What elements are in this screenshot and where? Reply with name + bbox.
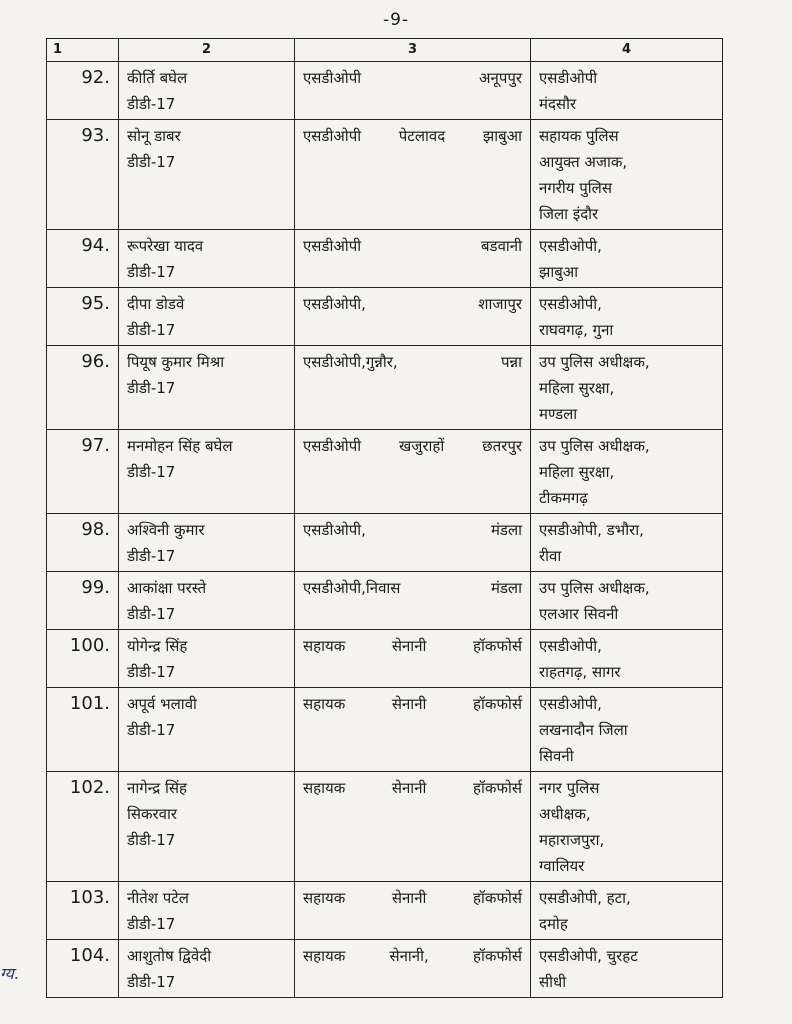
officer-batch: डीडी-17: [127, 153, 176, 171]
new-posting-line: एलआर सिवनी: [539, 605, 619, 623]
table-row: [47, 688, 723, 772]
new-posting-line: नगर पुलिस: [539, 779, 600, 797]
new-posting-line: सहायक पुलिस: [539, 127, 619, 145]
table-row: [47, 514, 723, 572]
officer-name-cell: [119, 120, 295, 230]
officer-name: नागेन्द्र सिंह: [127, 779, 188, 797]
officer-name: नीतेश पटेल: [127, 889, 189, 907]
officer-name-cell: [119, 688, 295, 772]
new-posting-line: रीवा: [539, 547, 562, 565]
handwritten-initials: ग्य.: [0, 964, 19, 983]
serial-number: 94.: [47, 230, 119, 288]
serial-number: 99.: [47, 572, 119, 630]
table-row: [47, 430, 723, 514]
table-row: [47, 288, 723, 346]
new-posting-line: एसडीओपी, डभौरा,: [539, 521, 644, 539]
column-header-1: 1: [47, 39, 119, 62]
officer-name: अपूर्व भलावी: [127, 695, 197, 713]
current-posting: एसडीओपी खजुराहों छतरपुर: [295, 430, 531, 514]
new-posting-line: जिला इंदौर: [539, 205, 599, 223]
current-posting: सहायक सेनानी, हॉकफोर्स: [295, 940, 531, 998]
officer-batch: डीडी-17: [127, 973, 176, 991]
new-posting-line: एसडीओपी, हटा,: [539, 889, 631, 907]
new-posting-cell: [531, 288, 723, 346]
new-posting-line: उप पुलिस अधीक्षक,: [539, 437, 650, 455]
new-posting-line: एसडीओपी: [539, 69, 598, 87]
new-posting-cell: [531, 572, 723, 630]
new-posting-line: एसडीओपी,: [539, 695, 602, 713]
new-posting-cell: [531, 630, 723, 688]
new-posting-line: नगरीय पुलिस: [539, 179, 612, 197]
column-header-2: 2: [119, 39, 295, 62]
officer-name: दीपा डोडवे: [127, 295, 185, 313]
serial-number: 98.: [47, 514, 119, 572]
officer-batch: डीडी-17: [127, 95, 176, 113]
new-posting-line: उप पुलिस अधीक्षक,: [539, 579, 650, 597]
serial-number: 100.: [47, 630, 119, 688]
current-posting: सहायक सेनानी हॉकफोर्स: [295, 688, 531, 772]
current-posting: एसडीओपी,गुन्नौर, पन्ना: [295, 346, 531, 430]
table-row: [47, 772, 723, 882]
new-posting-cell: [531, 430, 723, 514]
officer-batch: डीडी-17: [127, 321, 176, 339]
current-posting: सहायक सेनानी हॉकफोर्स: [295, 882, 531, 940]
officer-batch: डीडी-17: [127, 663, 176, 681]
officer-batch: डीडी-17: [127, 915, 176, 933]
transfer-table: [46, 38, 723, 998]
new-posting-cell: [531, 882, 723, 940]
officer-batch: डीडी-17: [127, 263, 176, 281]
current-posting: एसडीओपी पेटलावद झाबुआ: [295, 120, 531, 230]
new-posting-line: सीधी: [539, 973, 567, 991]
officer-batch: डीडी-17: [127, 463, 176, 481]
officer-name-cell: [119, 514, 295, 572]
current-posting: एसडीओपी बडवानी: [295, 230, 531, 288]
new-posting-line: झाबुआ: [539, 263, 579, 281]
officer-name-cell: [119, 346, 295, 430]
officer-name: योगेन्द्र सिंह: [127, 637, 188, 655]
new-posting-cell: [531, 230, 723, 288]
officer-batch: डीडी-17: [127, 721, 176, 739]
serial-number: 93.: [47, 120, 119, 230]
header-row: [47, 39, 723, 62]
table-row: [47, 940, 723, 998]
column-header-3: 3: [295, 39, 531, 62]
new-posting-cell: [531, 346, 723, 430]
new-posting-line: एसडीओपी, चुरहट: [539, 947, 638, 965]
serial-number: 95.: [47, 288, 119, 346]
new-posting-line: राहतगढ़, सागर: [539, 663, 621, 681]
current-posting: एसडीओपी अनूपपुर: [295, 62, 531, 120]
officer-name-cell: [119, 882, 295, 940]
table-row: [47, 230, 723, 288]
serial-number: 97.: [47, 430, 119, 514]
current-posting: सहायक सेनानी हॉकफोर्स: [295, 772, 531, 882]
new-posting-line: उप पुलिस अधीक्षक,: [539, 353, 650, 371]
current-posting: एसडीओपी, शाजापुर: [295, 288, 531, 346]
officer-name-cell: [119, 772, 295, 882]
officer-name-cell: [119, 430, 295, 514]
officer-name-cell: [119, 62, 295, 120]
table-row: [47, 62, 723, 120]
new-posting-line: मण्डला: [539, 405, 578, 423]
serial-number: 92.: [47, 62, 119, 120]
new-posting-line: एसडीओपी,: [539, 637, 602, 655]
new-posting-line: महिला सुरक्षा,: [539, 463, 615, 481]
current-posting: सहायक सेनानी हॉकफोर्स: [295, 630, 531, 688]
new-posting-line: ग्वालियर: [539, 857, 585, 875]
table-row: [47, 572, 723, 630]
table-row: [47, 630, 723, 688]
officer-batch: डीडी-17: [127, 547, 176, 565]
officer-name-cell: [119, 572, 295, 630]
new-posting-line: अधीक्षक,: [539, 805, 591, 823]
officer-name-cell: [119, 630, 295, 688]
new-posting-line: टीकमगढ़: [539, 489, 588, 507]
table-row: [47, 120, 723, 230]
officer-name: कीर्ति बघेल: [127, 69, 188, 87]
new-posting-cell: [531, 514, 723, 572]
new-posting-line: आयुक्त अजाक,: [539, 153, 628, 171]
officer-name: मनमोहन सिंह बघेल: [127, 437, 233, 455]
table-row: [47, 346, 723, 430]
column-header-4: 4: [531, 39, 723, 62]
new-posting-cell: [531, 62, 723, 120]
new-posting-line: दमोह: [539, 915, 568, 933]
officer-name: सोनू डाबर: [127, 127, 181, 145]
new-posting-cell: [531, 772, 723, 882]
new-posting-line: लखनादौन जिला: [539, 721, 628, 739]
new-posting-line: मंदसौर: [539, 95, 577, 113]
new-posting-line: महिला सुरक्षा,: [539, 379, 615, 397]
officer-batch: डीडी-17: [127, 379, 176, 397]
current-posting: एसडीओपी, मंडला: [295, 514, 531, 572]
serial-number: 102.: [47, 772, 119, 882]
current-posting: एसडीओपी,निवास मंडला: [295, 572, 531, 630]
page-number: -9-: [382, 10, 410, 30]
new-posting-cell: [531, 120, 723, 230]
officer-name: अश्विनी कुमार: [127, 521, 205, 539]
serial-number: 101.: [47, 688, 119, 772]
new-posting-line: सिवनी: [539, 747, 574, 765]
new-posting-line: एसडीओपी,: [539, 237, 602, 255]
officer-name-cell: [119, 230, 295, 288]
officer-batch: डीडी-17: [127, 831, 176, 849]
new-posting-line: एसडीओपी,: [539, 295, 602, 313]
officer-name: रूपरेखा यादव: [127, 237, 204, 255]
officer-batch: डीडी-17: [127, 605, 176, 623]
new-posting-cell: [531, 940, 723, 998]
serial-number: 96.: [47, 346, 119, 430]
serial-number: 104.: [47, 940, 119, 998]
officer-name: पियूष कुमार मिश्रा: [127, 353, 225, 371]
new-posting-line: राघवगढ़, गुना: [539, 321, 614, 339]
officer-name: सिकरवार: [127, 805, 178, 823]
table-row: [47, 882, 723, 940]
officer-name: आकांक्षा परस्ते: [127, 579, 207, 597]
officer-name-cell: [119, 288, 295, 346]
officer-name-cell: [119, 940, 295, 998]
serial-number: 103.: [47, 882, 119, 940]
new-posting-cell: [531, 688, 723, 772]
officer-name: आशुतोष द्विवेदी: [127, 947, 212, 965]
new-posting-line: महाराजपुरा,: [539, 831, 605, 849]
